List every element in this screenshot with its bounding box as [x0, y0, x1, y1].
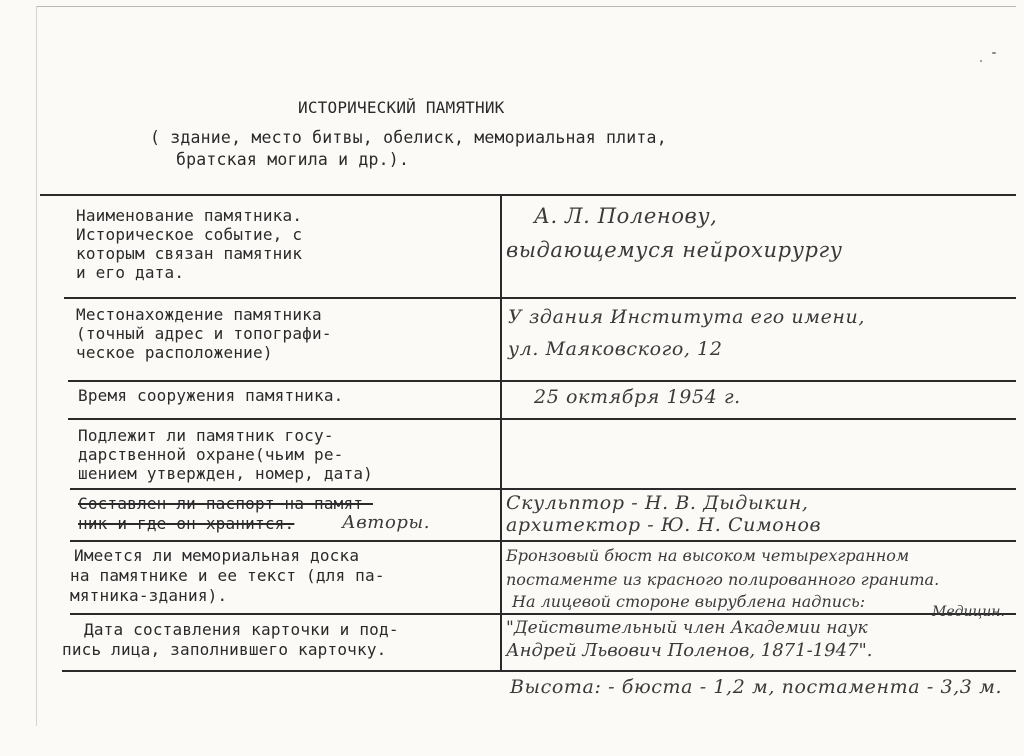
row-divider-4 — [70, 488, 1016, 490]
row-label-line: на памятнике и ее текст (для па- — [70, 566, 385, 585]
handwritten-value-line: ул. Маяковского, 12 — [508, 338, 723, 360]
paper-mark — [992, 52, 996, 54]
row-label-line: Время сооружения памятника. — [78, 386, 344, 405]
handwritten-superscript: Медицин. — [932, 604, 1005, 620]
row-divider-5 — [70, 540, 1016, 542]
row-label-line-struck: ник и где он хранится. — [78, 514, 295, 533]
row-label-line: Наименование памятника. — [76, 206, 303, 225]
handwritten-value-line: 25 октября 1954 г. — [534, 386, 741, 408]
card-title: ИСТОРИЧЕСКИЙ ПАМЯТНИК — [298, 98, 505, 117]
row-divider-3 — [68, 418, 1016, 420]
row-label-line: ческое расположение) — [76, 343, 273, 362]
row-label-line: Местонахождение памятника — [76, 305, 322, 324]
handwritten-label-correction: Авторы. — [342, 512, 431, 533]
row-label-line: Подлежит ли памятник госу- — [78, 426, 334, 445]
row-divider-1 — [64, 297, 1016, 299]
handwritten-value-line: архитектор - Ю. Н. Симонов — [506, 514, 822, 536]
handwritten-value-line: постаменте из красного полированного гранита. — [506, 570, 940, 589]
row-divider-2 — [68, 380, 1016, 382]
card-subtitle-line2: братская могила и др.). — [176, 150, 410, 169]
row-divider-6 — [70, 613, 1016, 615]
row-label-line: которым связан памятник — [76, 244, 303, 263]
paper-mark — [980, 60, 982, 62]
row-label-line: пись лица, заполнившего карточку. — [62, 640, 387, 659]
handwritten-value-line: А. Л. Поленову, — [534, 204, 718, 228]
handwritten-value-line: На лицевой стороне вырублена надпись: — [512, 592, 866, 611]
row-label-line: Дата составления карточки и под- — [84, 620, 399, 639]
column-divider — [500, 194, 502, 672]
card-subtitle-line1: ( здание, место битвы, обелиск, мемориальная плита, — [150, 128, 667, 147]
handwritten-value-line: Бронзовый бюст на высоком четырехгранном — [506, 546, 910, 565]
handwritten-value-line: У здания Института его имени, — [508, 306, 866, 328]
card-top-edge — [36, 6, 1016, 7]
handwritten-footer-note: Высота: - бюста - 1,2 м, постамента - 3,3 м. — [510, 676, 1003, 698]
card-left-edge — [36, 6, 37, 726]
row-label-line: Историческое событие, с — [76, 225, 303, 244]
row-label-line: и его дата. — [76, 263, 185, 282]
row-label-line: (точный адрес и топографи- — [76, 324, 332, 343]
row-label-line: Имеется ли мемориальная доска — [74, 546, 360, 565]
row-label-line: дарственной охране(чьим ре- — [78, 445, 344, 464]
row-label-line: шением утвержден, номер, дата) — [78, 464, 373, 483]
handwritten-value-line: выдающемуся нейрохирургу — [506, 238, 843, 262]
handwritten-value-line: "Действительный член Академии наук — [506, 618, 868, 638]
table-bottom-border — [62, 670, 1016, 672]
row-label-line: мятника-здания). — [70, 586, 228, 605]
handwritten-value-line: Андрей Львович Поленов, 1871-1947". — [506, 640, 873, 661]
handwritten-value-line: Скульптор - Н. В. Дыдыкин, — [506, 492, 809, 514]
table-top-border — [40, 194, 1016, 196]
row-label-line-struck: Составлен ли паспорт на памят- — [78, 494, 373, 513]
